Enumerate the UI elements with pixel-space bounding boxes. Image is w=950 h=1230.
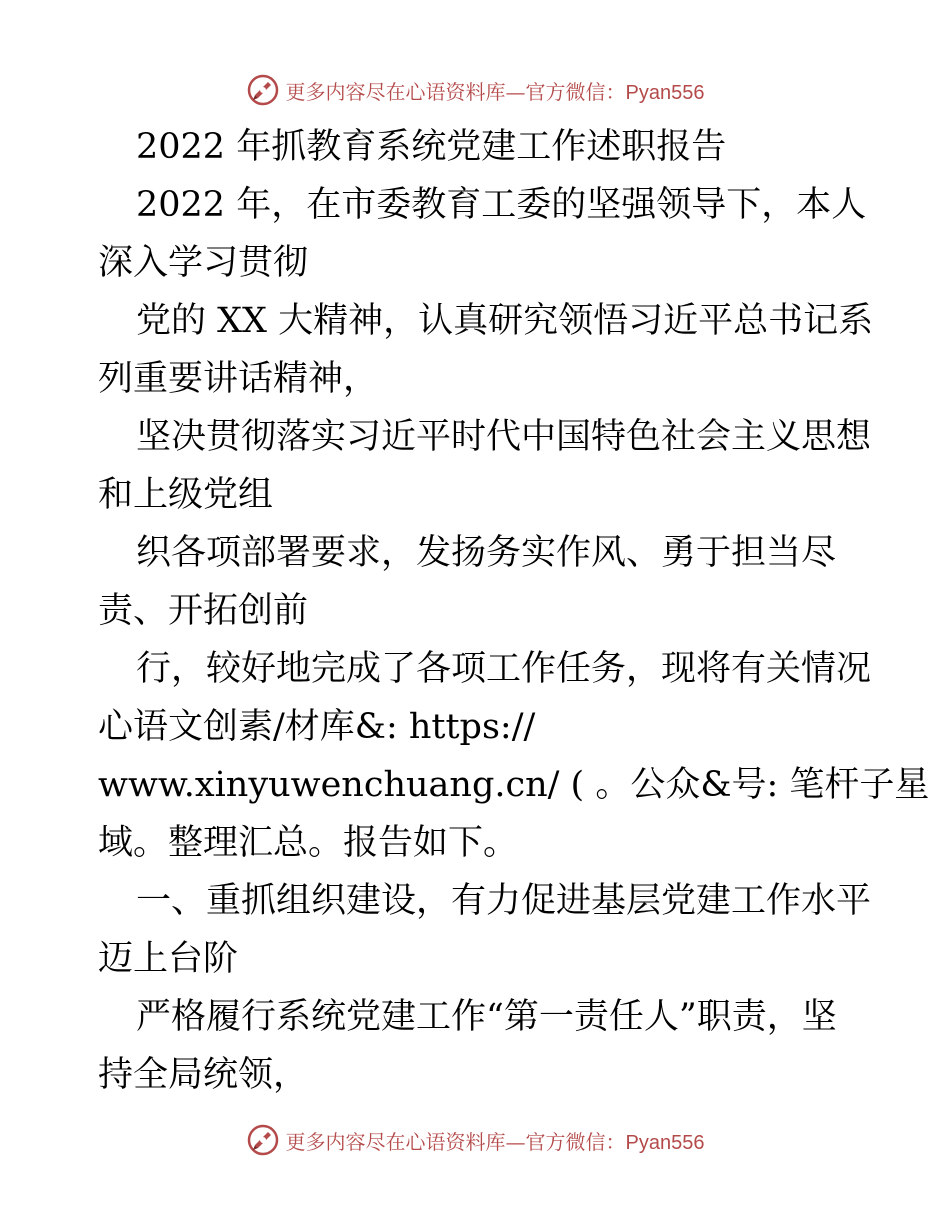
text-line: 2022 年，在市委教育工委的坚强领导下，本人	[136, 185, 867, 225]
footer-watermark	[0, 1120, 950, 1160]
text-line: 坚决贯彻落实习近平时代中国特色社会主义思想	[136, 417, 872, 457]
text-line: 和上级党组	[98, 475, 274, 515]
document-body	[98, 118, 930, 1104]
text-line: 域。整理汇总。报告如下。	[98, 823, 519, 863]
text-line: 党的 XX 大精神，认真研究领悟习近平总书记系	[136, 301, 874, 341]
text-line: 严格履行系统党建工作“第一责任人”职责，坚	[136, 997, 837, 1037]
header-watermark	[0, 70, 950, 110]
watermark-text: 更多内容尽在心语资料库—官方微信：Pyan556	[285, 79, 705, 104]
text-line: 心语文创素/材库&: https://	[98, 707, 536, 747]
text-line: 行，较好地完成了各项工作任务，现将有关情况	[136, 649, 872, 689]
text-line: 迈上台阶	[98, 939, 239, 979]
text-line: 织各项部署要求，发扬务实作风、勇于担当尽	[136, 533, 837, 573]
text-line: 列重要讲话精神，	[98, 359, 379, 399]
text-line: 深入学习贯彻	[98, 243, 309, 283]
text-line: 2022 年抓教育系统党建工作述职报告	[136, 127, 727, 167]
text-line: 责、开拓创前	[98, 591, 309, 631]
watermark-text: 更多内容尽在心语资料库—官方微信：Pyan556	[285, 1129, 705, 1154]
text-line: 持全局统领，	[98, 1055, 309, 1095]
pen-logo-icon	[246, 1123, 280, 1157]
pen-logo-icon	[246, 73, 280, 107]
text-line: 一、重抓组织建设，有力促进基层党建工作水平	[136, 881, 872, 921]
text-line: www.xinyuwenchuang.cn/ ( 。公众&号: 笔杆子星	[98, 765, 930, 805]
